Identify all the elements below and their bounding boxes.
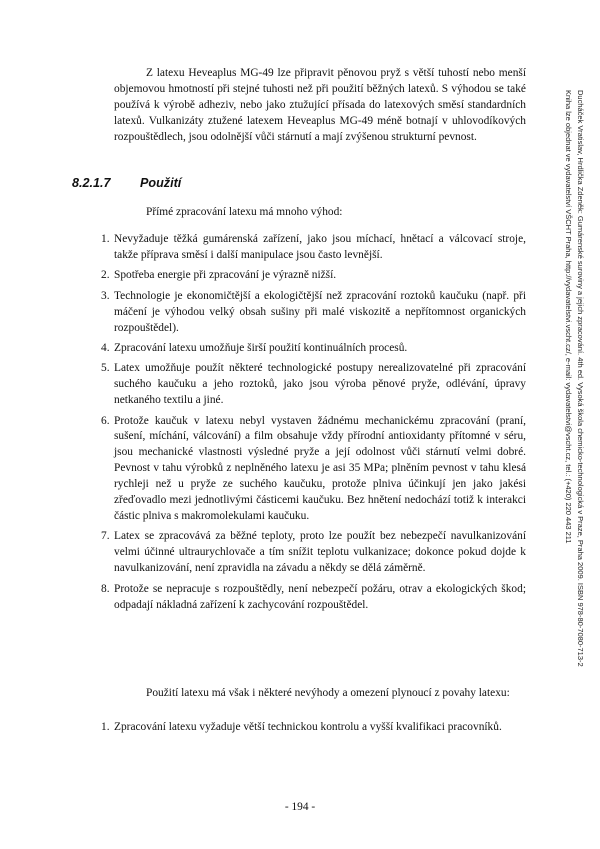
citation-sidebar [552, 90, 586, 756]
section-heading [72, 176, 181, 190]
list-item [101, 289, 526, 337]
item-text: Protože kaučuk v latexu nebyl vystaven žádnému mechanickému zpracování (praní, sušení, míchání, válcování) a film obsahuje vždy přírodní antioxidanty přítomné v séru, jsou mechanické vlastnosti výsledné pryže a její odolnost vůči stárnutí velmi dobré. Pevnost v tahu výrobků z neplněného latexu je asi 35 MPa; plněním pevnost v tahu klesá rychleji než u pryže ze suchého kaučuku, protože plniva účinkují jen jako jakési zřeďovadlo mezi jednotlivými částicemi kaučuku. Bez hnětení nedochází totiž k interakci částic plniva s makromolekulami kaučuku. [114, 414, 526, 522]
item-text: Latex se zpracovává za běžné teploty, proto lze použít bez nebezpečí navulkanizování velmi účinné ultraurychlovače a tím snížit teplotu vulkanizace; dokonce pokud dojde k navulkanizování, není zpravidla na závadu a někdy se dělá záměrně. [114, 530, 526, 575]
section-number: 8.2.1.7 [72, 176, 111, 190]
item-number: 5. [101, 362, 110, 375]
list-item [101, 529, 526, 577]
item-text: Zpracování latexu umožňuje širší použití kontinuálních procesů. [114, 341, 408, 354]
citation-line: Ducháček Vratislav, Hrdlička Zdeněk: Gumárenské suroviny a jejich zpracování. 4th ed. Vysoká škola chemicko-technologická v Praze, Praha 2009. ISBN 978-80-7080-713-2 [576, 90, 585, 667]
item-text: Spotřeba energie při zpracování je výrazně nižší. [114, 269, 337, 282]
item-text: Technologie je ekonomičtější a ekologičtější než zpracování roztoků kaučuku (např. při máčení je výhodou velký obsah sušiny při malé viskozitě a nepřítomnost organických rozpouštědel). [114, 289, 526, 334]
list-item [101, 341, 526, 357]
advantages-list [101, 232, 526, 618]
item-text: Latex umožňuje použít některé technologické postupy nerealizovatelné při zpracování suchého kaučuku a jeho roztoků, jako jsou výroba pěnové pryže, odlévání, úpravy netkaného textilu a jiné. [114, 362, 526, 407]
item-number: 4. [101, 341, 110, 354]
item-number: 7. [101, 530, 110, 543]
item-number: 8. [101, 582, 110, 595]
item-text: Nevyžaduje těžká gumárenská zařízení, jako jsou míchací, hnětací a válcovací stroje, takže příprava směsí i další manipulace jsou často levnější. [114, 233, 526, 261]
page-number: - 194 - [284, 801, 316, 813]
item-number: 6. [101, 414, 110, 427]
list-item [101, 232, 526, 264]
item-number: 1. [101, 721, 110, 733]
item-text: Protože se nepracuje s rozpouštědly, není nebezpečí požáru, otrav a ekologických škod; odpadají nákladná zařízení k zachycování rozpouštědel. [114, 582, 526, 611]
item-number: 3. [101, 289, 110, 302]
item-number: 2. [101, 269, 110, 282]
intro-paragraph: Z latexu Heveaplus MG-49 lze připravit pěnovou pryž s větší tuhostí nebo menší objemovou hmotností při stejné tuhosti než při použití běžných latexů. S výhodou se také používá k výrobě adheziv, nebo jako ztužující přísada do latexových směsí standardních latexů. Vulkanizáty ztužené latexem Heveaplus MG-49 méně botnají v uhlovodíkových rozpouštědlech, jsou odolnější vůči stárnutí a mají zvýšenou strukturní pevnost. [114, 67, 526, 143]
list-item [101, 361, 526, 409]
section-title: Použití [140, 176, 182, 190]
order-info-line: Kniha lze objednat ve vydavatelství VŠCHT Praha, http://vydavatelstvi.vscht.cz/, e-mail: vydavatelstvi@vscht.cz, tel.: (+420) 220 443 211 [564, 90, 573, 544]
disadvantages-list [101, 720, 526, 740]
item-number: 1. [101, 233, 110, 245]
list-item [101, 414, 526, 525]
list-item [101, 582, 526, 614]
disadvantages-intro: Použití latexu má však i některé nevýhody a omezení plynoucí z povahy latexu: [146, 687, 510, 699]
item-text: Zpracování latexu vyžaduje větší technickou kontrolu a vyšší kvalifikaci pracovníků. [114, 721, 502, 733]
list-item [101, 268, 526, 284]
list-item [101, 720, 526, 736]
lead-sentence: Přímé zpracování latexu má mnoho výhod: [146, 206, 343, 218]
